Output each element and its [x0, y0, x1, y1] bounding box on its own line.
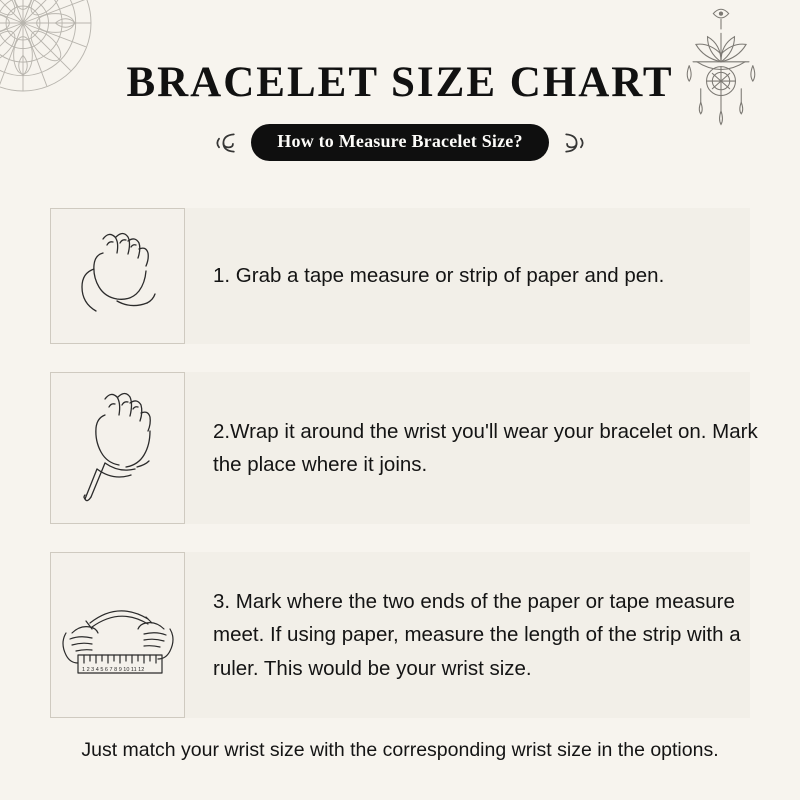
- step-text: [185, 552, 800, 718]
- step-text: [185, 208, 800, 344]
- page-title: BRACELET SIZE CHART: [126, 59, 674, 106]
- step-text-label: 2.Wrap it around the wrist you'll wear your bracelet on. Mark the place where it joins.: [213, 419, 758, 476]
- step-item: [0, 372, 800, 524]
- hand-with-tape-measure-illustration: [50, 208, 185, 344]
- footer-note: Just match your wrist size with the corresponding wrist size in the options.: [81, 739, 719, 761]
- step-text-label: 3. Mark where the two ends of the paper or tape measure meet. If using paper, measure the length of the strip with a ruler. This would be your wrist size.: [213, 590, 741, 680]
- subtitle-pill: How to Measure Bracelet Size?: [251, 124, 548, 161]
- hands-measuring-strip-with-ruler-illustration: [50, 552, 185, 718]
- step-text: [185, 372, 800, 524]
- subtitle-row: [0, 124, 800, 161]
- step-text-label: 1. Grab a tape measure or strip of paper and pen.: [213, 264, 665, 288]
- steps-list: [0, 208, 800, 746]
- hand-wrapping-tape-around-wrist-illustration: [50, 372, 185, 524]
- svg-text:1 2 3 4 5 6 7 8 9 10 11 12: 1 2 3 4 5 6 7 8 9 10 11 12: [81, 667, 144, 673]
- swirl-flourish-right-icon: [561, 130, 587, 156]
- step-item: [0, 552, 800, 718]
- step-item: [0, 208, 800, 344]
- swirl-flourish-left-icon: [213, 130, 239, 156]
